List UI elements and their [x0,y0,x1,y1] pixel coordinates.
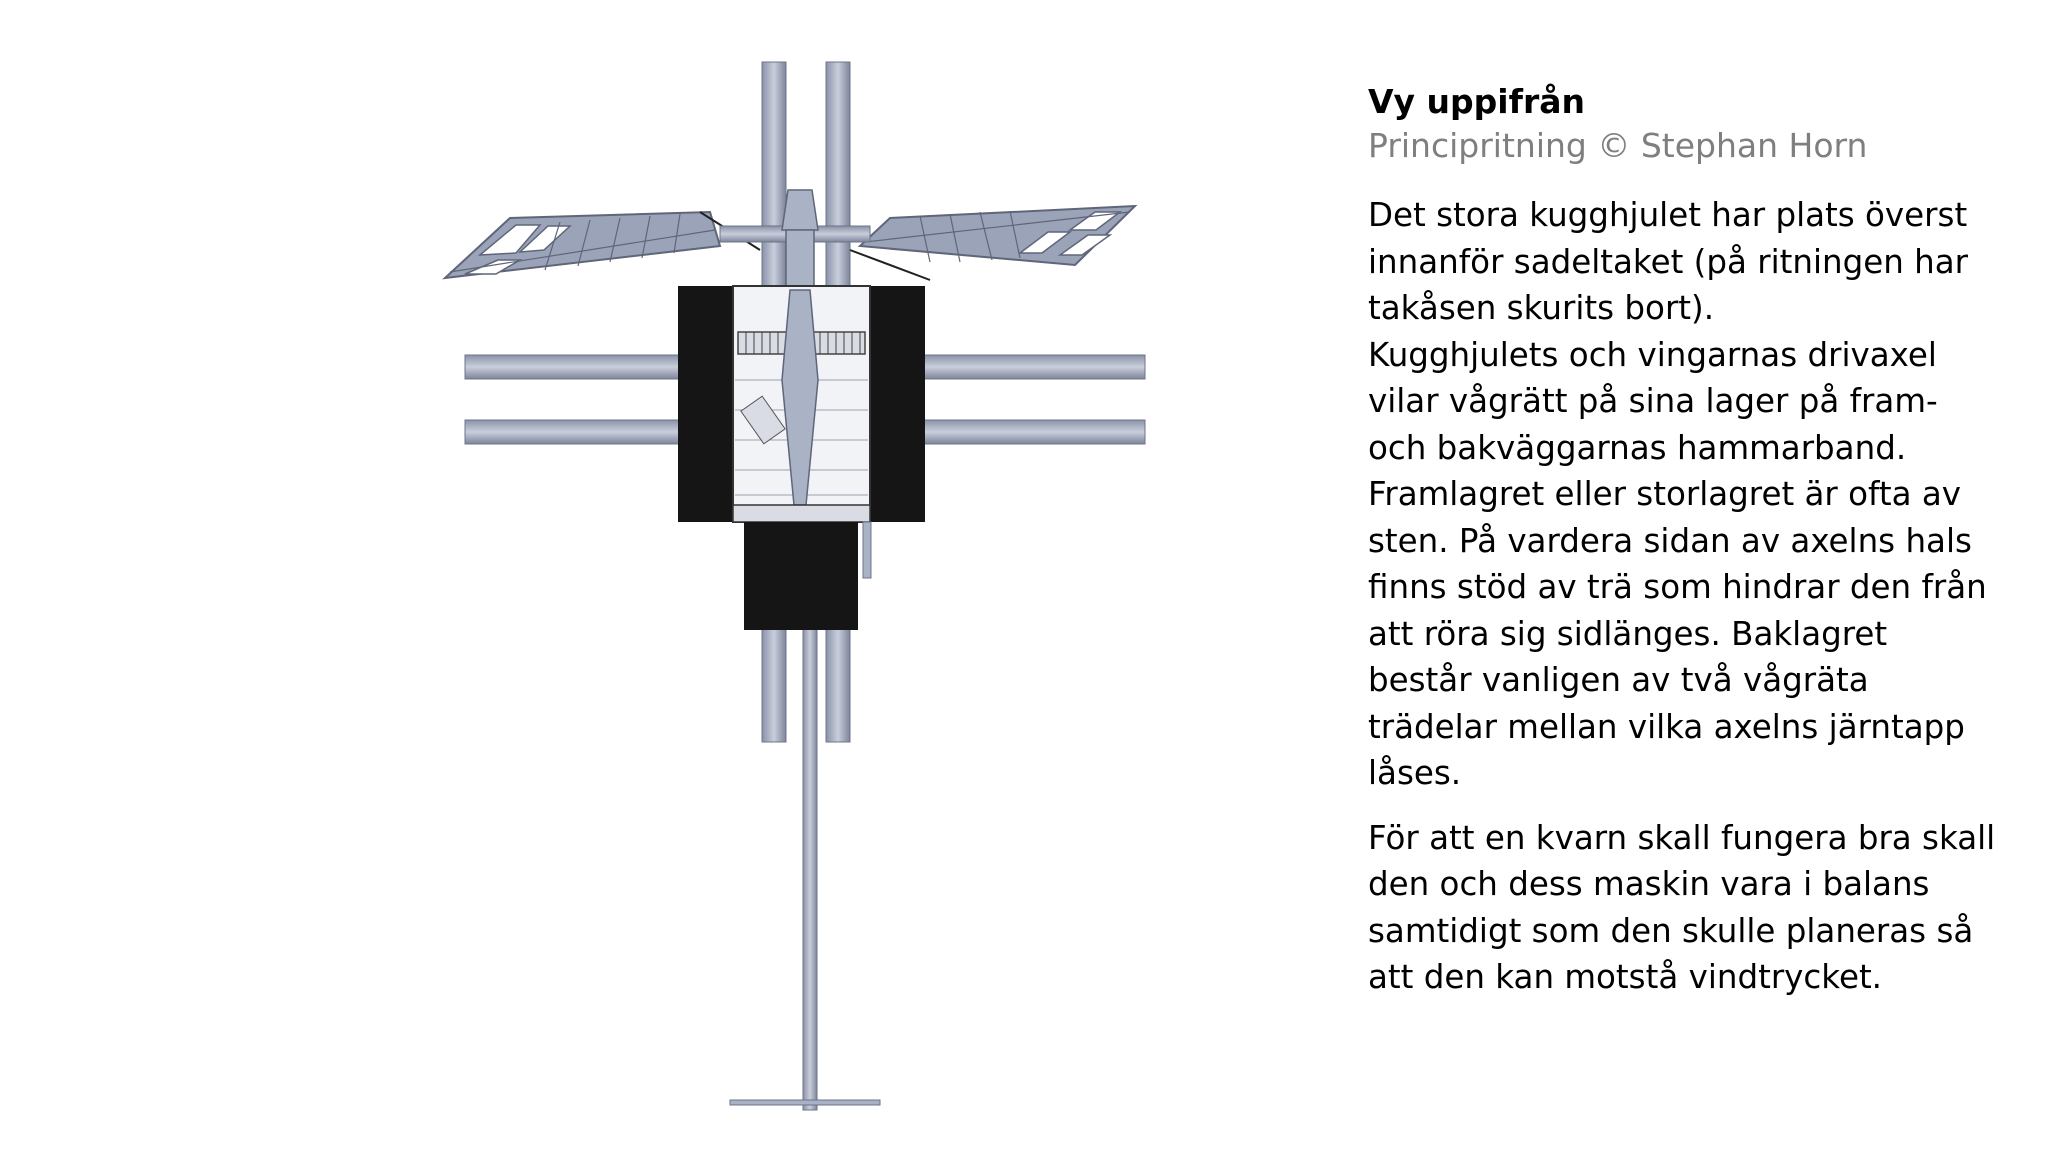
mill-body [678,286,925,522]
paragraph-balance: För att en kvarn skall fungera bra skall den och dess maskin vara i balans samtidigt som den skulle planeras så att den kan motstå vindtrycket. [1368,818,1996,996]
tail-pole [730,570,880,1110]
paragraph-description: Det stora kugghjulet har plats överst innanför sadeltaket (på ritningen har takåsen skurits bort). Kugghjulets och vingarnas drivaxel vilar vågrätt på sina lager på fram- och bakväggarnas hammarband. Framlagret eller storlagret är ofta av sten. På vardera sidan av axelns hals finns stöd av trä som hindrar den från att röra sig sidlänges. Baklagret består vanligen av två vågräta trädelar mellan vilka axelns järntapp låses. [1368,196,1987,792]
right-sail [850,206,1135,280]
rear-block [744,522,871,630]
text-panel [1368,80,2008,1019]
drawing-credit: Principritning © Stephan Horn [1368,126,1868,165]
page-title: Vy uppifrån [1368,82,1585,121]
left-sail [445,212,760,278]
windmill-top-view-drawing [420,50,1170,1130]
